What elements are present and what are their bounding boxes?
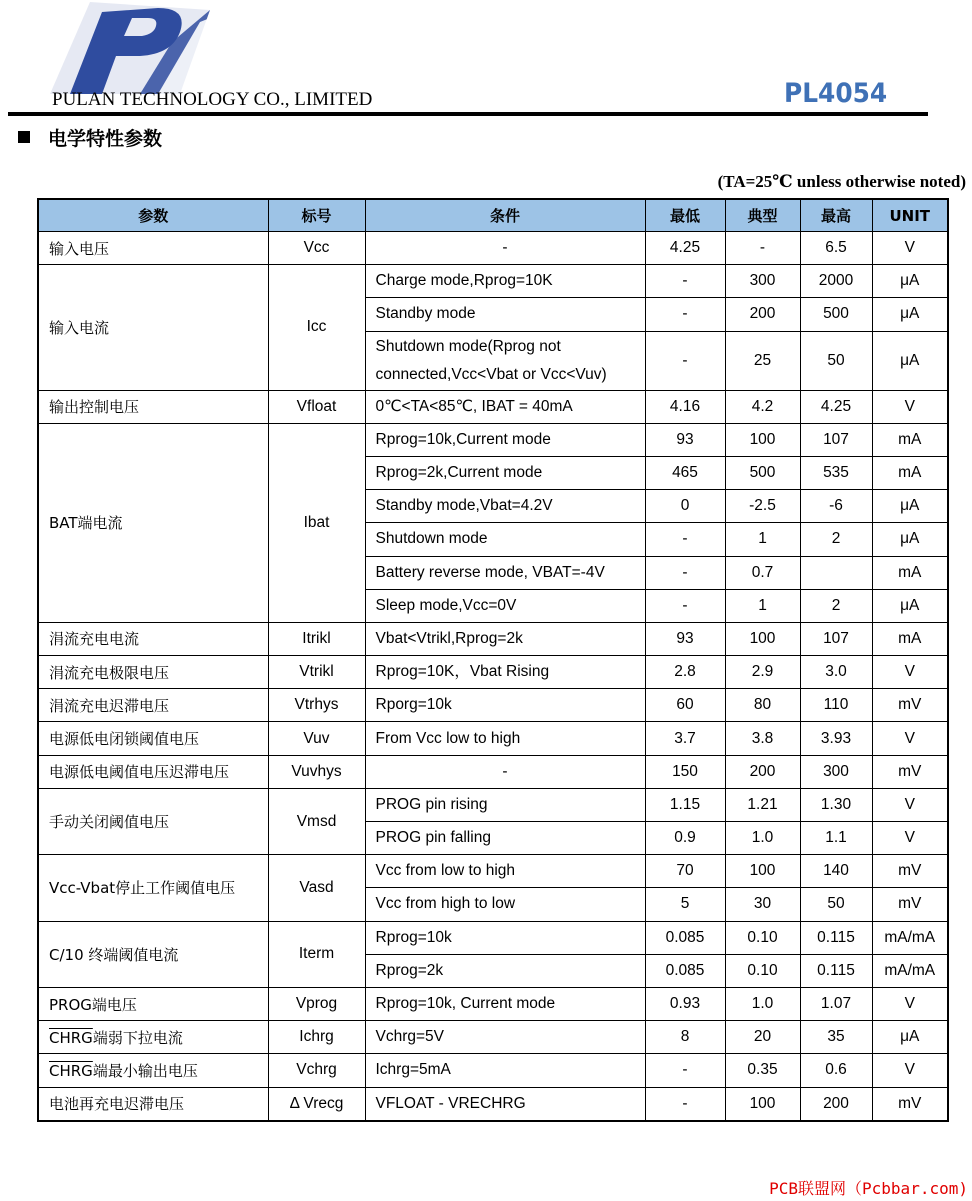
max-cell [800,556,872,589]
column-header: UNIT [872,199,948,232]
unit-cell: V [872,722,948,755]
condition-line: connected,Vcc<Vbat or Vcc<Vuv) [375,365,607,383]
symbol-cell: Itrikl [268,622,365,655]
typ-cell: 100 [725,1087,800,1121]
max-cell: 0.115 [800,954,872,987]
param-cell: 手动关闭阈值电压 [38,788,268,854]
max-cell: 1.1 [800,822,872,855]
max-cell: 4.25 [800,390,872,423]
param-cell: 输入电流 [38,265,268,390]
unit-cell: mA [872,556,948,589]
max-cell: 107 [800,423,872,456]
table-row [38,656,948,689]
symbol-cell: Ichrg [268,1021,365,1054]
condition-cell: Charge mode,Rprog=10K [365,265,645,298]
max-cell: 200 [800,1087,872,1121]
table-row [38,855,948,888]
column-header: 条件 [365,199,645,232]
table-row [38,755,948,788]
unit-cell: μA [872,1021,948,1054]
condition-cell: Rprog=10K，Vbat Rising [365,656,645,689]
table-row [38,921,948,954]
unit-cell: mA [872,622,948,655]
unit-cell: V [872,1054,948,1087]
typ-cell: 200 [725,755,800,788]
unit-cell: μA [872,265,948,298]
param-cell: 涓流充电电流 [38,622,268,655]
max-cell: 140 [800,855,872,888]
condition-cell: Rporg=10k [365,689,645,722]
symbol-cell: Vasd [268,855,365,921]
min-cell: 2.8 [645,656,725,689]
unit-cell: mV [872,689,948,722]
min-cell: 93 [645,622,725,655]
max-cell: 35 [800,1021,872,1054]
typ-cell: 2.9 [725,656,800,689]
typ-cell: 1 [725,589,800,622]
min-cell: 4.25 [645,232,725,265]
column-header: 标号 [268,199,365,232]
param-cell: C/10 终端阈值电流 [38,921,268,987]
symbol-cell: Ibat [268,423,365,622]
condition-cell: PROG pin falling [365,822,645,855]
symbol-cell: Vuv [268,722,365,755]
param-cell: PROG端电压 [38,987,268,1020]
symbol-cell: Vfloat [268,390,365,423]
watermark-footer: PCB联盟网（Pcbbar.com) [769,1179,968,1198]
company-name: PULAN TECHNOLOGY CO., LIMITED [52,89,373,110]
unit-cell: μA [872,523,948,556]
min-cell: 93 [645,423,725,456]
unit-cell: mA/mA [872,921,948,954]
condition-cell: Rprog=2k,Current mode [365,456,645,489]
max-cell: 2 [800,523,872,556]
section-heading [18,124,162,151]
condition-cell: From Vcc low to high [365,722,645,755]
symbol-cell: Vtrhys [268,689,365,722]
condition-cell: Standby mode [365,298,645,331]
typ-cell: 4.2 [725,390,800,423]
table-row [38,1021,948,1054]
table-row [38,788,948,821]
typ-cell: 100 [725,622,800,655]
max-cell: 300 [800,755,872,788]
condition-cell: Standby mode,Vbat=4.2V [365,490,645,523]
unit-cell: V [872,390,948,423]
unit-cell: μA [872,589,948,622]
param-text: 端最小输出电压 [92,1061,198,1080]
column-header: 最高 [800,199,872,232]
max-cell: 500 [800,298,872,331]
table-row [38,1087,948,1121]
min-cell: 5 [645,888,725,921]
condition-cell: Battery reverse mode, VBAT=-4V [365,556,645,589]
min-cell: 70 [645,855,725,888]
min-cell: 60 [645,689,725,722]
header-rule [8,112,928,116]
condition-cell: Rprog=10k, Current mode [365,987,645,1020]
typ-cell: 100 [725,423,800,456]
max-cell: 2000 [800,265,872,298]
condition-cell: Vcc from high to low [365,888,645,921]
max-cell: 2 [800,589,872,622]
condition-cell: Rprog=10k,Current mode [365,423,645,456]
condition-cell: Vbat<Vtrikl,Rprog=2k [365,622,645,655]
min-cell: - [645,523,725,556]
max-cell: 110 [800,689,872,722]
condition-cell [365,331,645,390]
typ-cell: 0.10 [725,921,800,954]
condition-line: Shutdown mode(Rprog not [375,337,561,355]
condition-cell: Sleep mode,Vcc=0V [365,589,645,622]
typ-cell: 80 [725,689,800,722]
min-cell: 0.9 [645,822,725,855]
min-cell: 0.93 [645,987,725,1020]
param-cell: Vcc-Vbat停止工作阈值电压 [38,855,268,921]
condition-cell: VFLOAT - VRECHRG [365,1087,645,1121]
param-cell: BAT端电流 [38,423,268,622]
param-cell: 电源低电阈值电压迟滞电压 [38,755,268,788]
param-cell: 输入电压 [38,232,268,265]
min-cell: 1.15 [645,788,725,821]
condition-cell: Vchrg=5V [365,1021,645,1054]
min-cell: - [645,298,725,331]
max-cell: 107 [800,622,872,655]
param-cell [38,1054,268,1087]
condition-cell: Vcc from low to high [365,855,645,888]
symbol-cell: Iterm [268,921,365,987]
param-text: 端弱下拉电流 [92,1028,183,1047]
condition-cell: PROG pin rising [365,788,645,821]
conditions-note: (TA=25℃ unless otherwise noted) [717,172,966,191]
typ-cell: 300 [725,265,800,298]
typ-cell: -2.5 [725,490,800,523]
unit-cell: mA [872,456,948,489]
unit-cell: V [872,822,948,855]
typ-cell: 1 [725,523,800,556]
unit-cell: μA [872,331,948,390]
condition-cell: Ichrg=5mA [365,1054,645,1087]
condition-cell: Shutdown mode [365,523,645,556]
unit-cell: mV [872,855,948,888]
typ-cell: - [725,232,800,265]
typ-cell: 0.7 [725,556,800,589]
condition-cell: - [365,232,645,265]
unit-cell: mV [872,755,948,788]
unit-cell: V [872,987,948,1020]
table-row [38,722,948,755]
typ-cell: 0.35 [725,1054,800,1087]
chrg-pin-label: CHRG [49,1061,93,1080]
min-cell: - [645,1087,725,1121]
unit-cell: mA/mA [872,954,948,987]
table-row [38,232,948,265]
symbol-cell: Δ Vrecg [268,1087,365,1121]
min-cell: 0.085 [645,954,725,987]
typ-cell: 20 [725,1021,800,1054]
min-cell: 8 [645,1021,725,1054]
unit-cell: μA [872,298,948,331]
bullet-square-icon [18,131,30,143]
symbol-cell: Vcc [268,232,365,265]
max-cell: 1.07 [800,987,872,1020]
min-cell: 0 [645,490,725,523]
param-cell: 输出控制电压 [38,390,268,423]
unit-cell: μA [872,490,948,523]
typ-cell: 30 [725,888,800,921]
condition-cell: - [365,755,645,788]
table-row [38,987,948,1020]
min-cell: 4.16 [645,390,725,423]
typ-cell: 25 [725,331,800,390]
max-cell: 535 [800,456,872,489]
column-header: 最低 [645,199,725,232]
max-cell: 0.6 [800,1054,872,1087]
param-cell: 电池再充电迟滞电压 [38,1087,268,1121]
table-row [38,689,948,722]
max-cell: 6.5 [800,232,872,265]
company-logo [50,2,210,94]
table-row [38,265,948,298]
section-title: 电学特性参数 [48,128,163,150]
table-row [38,1054,948,1087]
min-cell: - [645,589,725,622]
max-cell: 50 [800,331,872,390]
symbol-cell: Vmsd [268,788,365,854]
condition-cell: 0℃<TA<85℃, IBAT = 40mA [365,390,645,423]
max-cell: 1.30 [800,788,872,821]
typ-cell: 1.21 [725,788,800,821]
max-cell: 3.0 [800,656,872,689]
min-cell: - [645,331,725,390]
min-cell: 3.7 [645,722,725,755]
param-cell [38,1021,268,1054]
typ-cell: 0.10 [725,954,800,987]
column-header: 典型 [725,199,800,232]
symbol-cell: Icc [268,265,365,390]
unit-cell: V [872,788,948,821]
unit-cell: mV [872,888,948,921]
symbol-cell: Vchrg [268,1054,365,1087]
param-cell: 涓流充电极限电压 [38,656,268,689]
unit-cell: V [872,232,948,265]
unit-cell: mV [872,1087,948,1121]
typ-cell: 500 [725,456,800,489]
max-cell: 0.115 [800,921,872,954]
unit-cell: mA [872,423,948,456]
chrg-pin-label: CHRG [49,1028,93,1047]
typ-cell: 200 [725,298,800,331]
typ-cell: 100 [725,855,800,888]
symbol-cell: Vuvhys [268,755,365,788]
symbol-cell: Vtrikl [268,656,365,689]
max-cell: -6 [800,490,872,523]
max-cell: 3.93 [800,722,872,755]
min-cell: - [645,1054,725,1087]
table-row [38,423,948,456]
min-cell: 150 [645,755,725,788]
typ-cell: 3.8 [725,722,800,755]
table-header-row [38,199,948,232]
typ-cell: 1.0 [725,987,800,1020]
column-header: 参数 [38,199,268,232]
symbol-cell: Vprog [268,987,365,1020]
condition-cell: Rprog=10k [365,921,645,954]
part-number: PL4054 [784,78,888,109]
condition-cell: Rprog=2k [365,954,645,987]
min-cell: - [645,556,725,589]
min-cell: - [645,265,725,298]
unit-cell: V [872,656,948,689]
electrical-characteristics-table [37,198,949,1122]
table-row [38,622,948,655]
table-row [38,390,948,423]
min-cell: 0.085 [645,921,725,954]
typ-cell: 1.0 [725,822,800,855]
max-cell: 50 [800,888,872,921]
param-cell: 涓流充电迟滞电压 [38,689,268,722]
param-cell: 电源低电闭锁阈值电压 [38,722,268,755]
min-cell: 465 [645,456,725,489]
